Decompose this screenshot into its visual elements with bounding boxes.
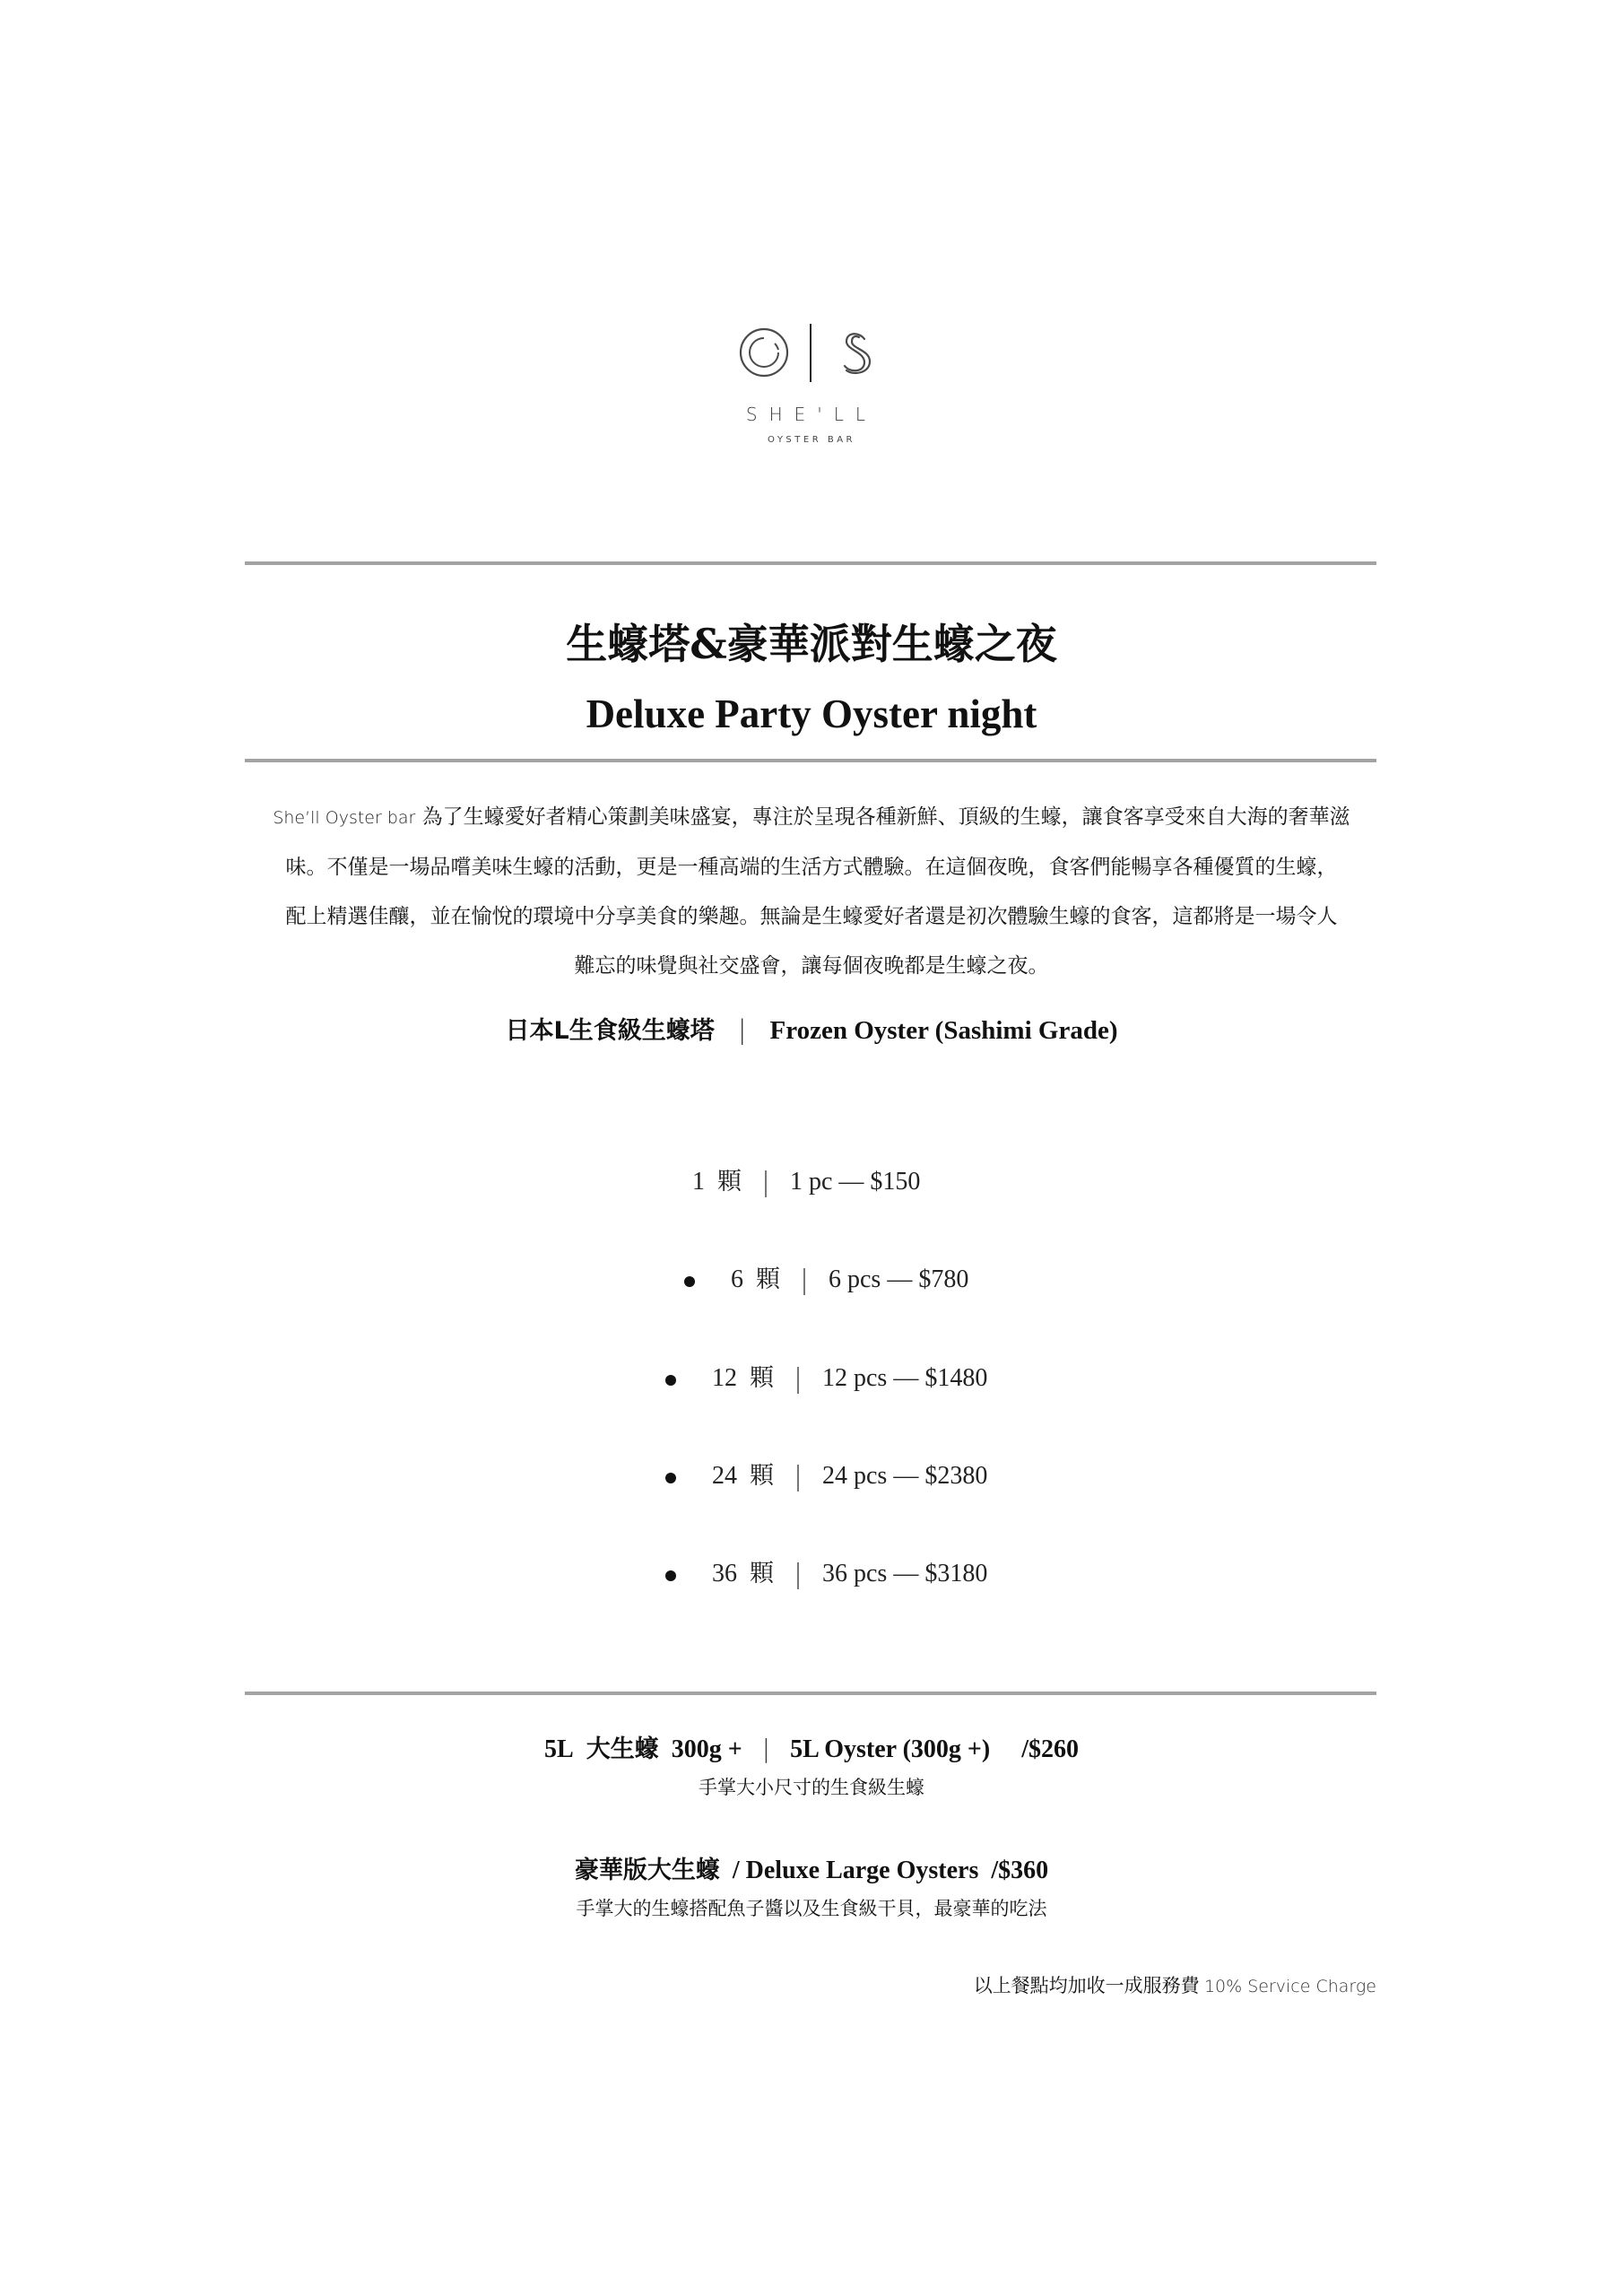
service-charge-zh: 以上餐點均加收一成服務費 — [973, 1975, 1200, 1996]
price-row — [665, 1457, 987, 1496]
divider-top — [245, 561, 1376, 565]
logo-subtitle: OYSTER BAR — [768, 435, 855, 445]
price-row — [665, 1359, 987, 1398]
price-separator — [797, 1465, 799, 1492]
divider-bottom — [245, 1692, 1376, 1695]
menu-item-deluxe-oyster — [0, 1851, 1623, 1891]
price-unit-zh: 顆 — [750, 1462, 774, 1490]
price-en: 6 pcs — $780 — [829, 1265, 969, 1293]
intro-paragraph — [247, 793, 1376, 991]
logo-name: SHE'LL — [745, 404, 878, 425]
logo-mark — [699, 305, 924, 404]
double-s-icon — [845, 334, 870, 373]
price-unit-zh: 顆 — [756, 1265, 780, 1293]
item-description: 手掌大的生蠔搭配魚子醬以及生食級干貝，最豪華的吃法 — [576, 1898, 1047, 1919]
price-en: 12 pcs — $1480 — [822, 1364, 988, 1392]
circle-o-icon — [741, 329, 787, 376]
item-description: 手掌大小尺寸的生食級生蠔 — [699, 1777, 924, 1798]
item-name-en: 5L Oyster (300g +) — [790, 1735, 991, 1763]
service-charge-en: 10% Service Charge — [1203, 1977, 1376, 1996]
brand-logo — [699, 305, 924, 457]
price-qty: 6 — [731, 1265, 743, 1293]
page-title-en: Deluxe Party Oyster night — [586, 691, 1037, 736]
price-unit-zh: 顆 — [750, 1560, 774, 1587]
price-unit-zh: 顆 — [717, 1168, 742, 1196]
price-row — [692, 1162, 920, 1202]
divider-title — [245, 759, 1376, 762]
menu-item-5l-oyster — [0, 1729, 1623, 1770]
price-separator — [765, 1170, 767, 1197]
page-title-zh: 生蠔塔&豪華派對生蠔之夜 — [566, 620, 1057, 668]
bullet-icon — [665, 1375, 676, 1386]
intro-line-4: 難忘的味覺與社交盛會，讓每個夜晚都是生蠔之夜。 — [574, 954, 1049, 978]
price-qty: 12 — [712, 1364, 737, 1392]
item-price: /$260 — [1021, 1735, 1079, 1763]
price-row — [665, 1554, 987, 1594]
price-en: 1 pc — $150 — [790, 1168, 921, 1196]
item-name-en: / Deluxe Large Oysters — [732, 1857, 979, 1884]
price-qty: 1 — [692, 1168, 705, 1196]
intro-line-2: 味。不僅是一場品嚐美味生蠔的活動，更是一種高端的生活方式體驗。在這個夜晚，食客們能暢享各種優質的生蠔， — [285, 856, 1338, 879]
bullet-icon — [684, 1276, 695, 1287]
section-separator: | — [737, 1014, 747, 1045]
price-en: 24 pcs — $2380 — [822, 1462, 988, 1490]
bullet-icon — [665, 1570, 676, 1581]
item-name-zh: 大生蠔 — [586, 1735, 659, 1763]
price-row — [684, 1260, 968, 1300]
item-price: /$360 — [991, 1857, 1049, 1884]
intro-line-3: 配上精選佳釀，並在愉悅的環境中分享美食的樂趣。無論是生蠔愛好者還是初次體驗生蠔的食客，這都將是一場令人 — [285, 905, 1338, 928]
item-size: 5L — [544, 1735, 574, 1763]
price-separator — [803, 1268, 805, 1295]
section-title-zh: 日本L生食級生蠔塔 — [505, 1017, 715, 1045]
price-en: 36 pcs — $3180 — [822, 1560, 988, 1587]
price-qty: 24 — [712, 1462, 737, 1490]
bullet-icon — [665, 1473, 676, 1483]
intro-brand: She’ll Oyster bar — [273, 808, 416, 828]
price-qty: 36 — [712, 1560, 737, 1587]
section-title-en: Frozen Oyster (Sashimi Grade) — [769, 1016, 1118, 1045]
item-name-zh: 豪華版大生蠔 — [574, 1857, 720, 1884]
service-charge-note — [974, 1970, 1376, 2003]
intro-line-1 — [247, 793, 1376, 843]
section-header — [0, 1010, 1623, 1051]
item-weight: 300g + — [671, 1735, 742, 1763]
price-separator — [797, 1562, 799, 1589]
price-unit-zh: 顆 — [750, 1364, 774, 1392]
price-separator — [797, 1367, 799, 1394]
intro-text: 為了生蠔愛好者精心策劃美味盛宴，專注於呈現各種新鮮、頂級的生蠔，讓食客享受來自大海的奢華滋 — [421, 805, 1350, 829]
item-separator: | — [761, 1734, 771, 1763]
